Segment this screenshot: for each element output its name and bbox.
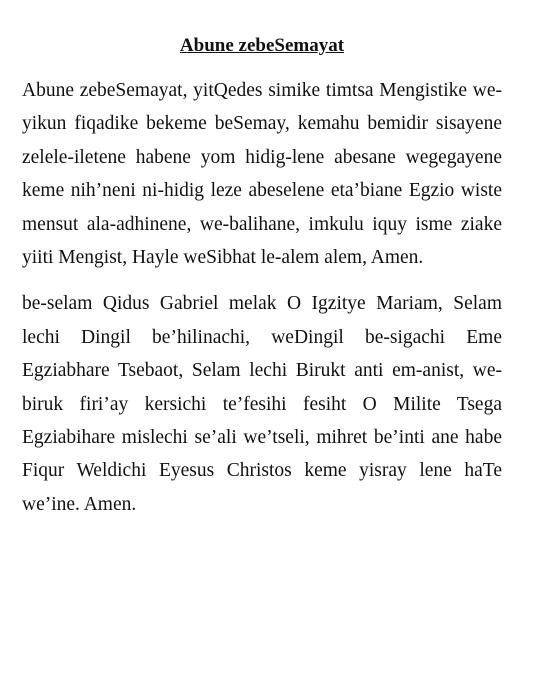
document-page <box>22 34 502 521</box>
paragraph-lords-prayer: Abune zebeSemayat, yitQedes simike timtsa Mengistike we-yikun fiqadike bekeme beSemay, kemahu bemidir sisayene zelele-iletene habene yom hidig-lene abesane wegegayene keme nih’neni ni-hidig leze abeselene eta’biane Egzio wiste mensut ala-adhinene, we-balihane, imkulu iquy isme ziake yiiti Mengist, Hayle weSibhat le-alem alem, Amen. <box>22 80 502 269</box>
paragraph-hail-mary: be-selam Qidus Gabriel melak O Igzitye Mariam, Selam lechi Dingil be’hilinachi, weDingil be-sigachi Eme Egziabhare Tsebaot, Selam lechi Birukt anti em-anist, we-biruk firi’ay kersichi te’fesihi fesiht O Milite Tsega Egziabihare mislechi se’ali we’tseli, mihret be’inti ane habe Fiqur Weldichi Eyesus Christos keme yisray lene haTe we’ine. Amen. <box>22 293 502 515</box>
document-title: Abune zebeSemayat <box>179 35 345 56</box>
